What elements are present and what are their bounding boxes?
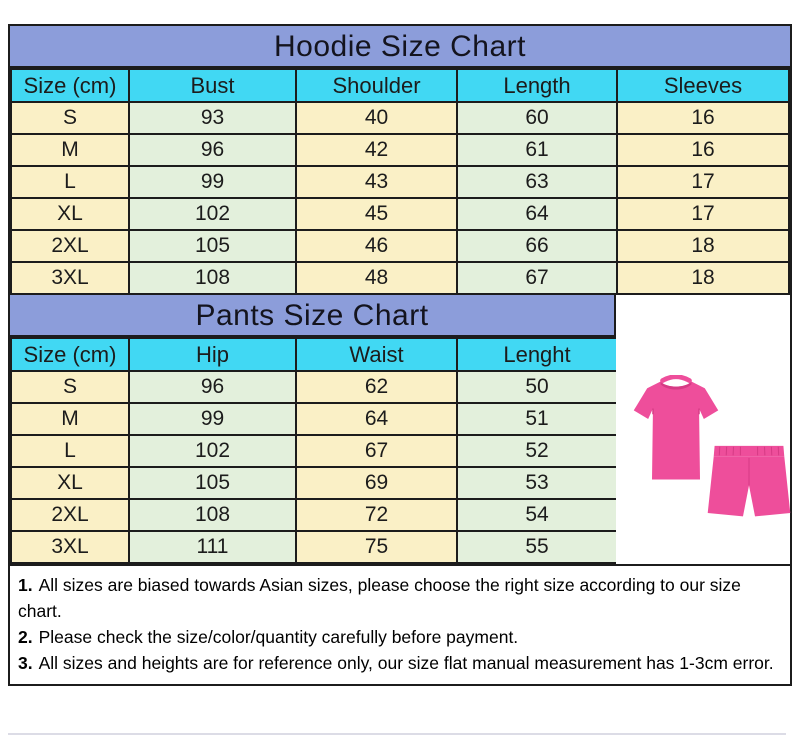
size-label: 2XL [11,499,129,531]
length-value: 53 [457,467,617,499]
shoulder-value: 48 [296,262,457,294]
size-chart-sheet [8,24,792,686]
pants-header-hip: Hip [129,338,296,371]
size-label: L [11,435,129,467]
pants-header-length: Lenght [457,338,617,371]
table-row [11,102,789,134]
length-value: 51 [457,403,617,435]
pants-header-waist: Waist [296,338,457,371]
size-label: XL [11,467,129,499]
note-text: Please check the size/color/quantity carefully before payment. [38,627,519,647]
bust-value: 99 [129,166,296,198]
hip-value: 111 [129,531,296,563]
sleeves-value: 17 [617,198,789,230]
length-value: 61 [457,134,617,166]
hoodie-header-length: Length [457,69,617,102]
note-number: 1. [18,575,33,595]
table-row [11,230,789,262]
waist-value: 69 [296,467,457,499]
shoulder-value: 46 [296,230,457,262]
note-item-1 [18,572,780,624]
table-row [11,262,789,294]
notes-box [10,564,790,684]
bust-value: 102 [129,198,296,230]
length-value: 50 [457,371,617,403]
waist-value: 64 [296,403,457,435]
size-label: S [11,102,129,134]
table-row [11,371,617,403]
table-row [11,435,617,467]
bust-value: 105 [129,230,296,262]
hoodie-header-bust: Bust [129,69,296,102]
hip-value: 102 [129,435,296,467]
note-text: All sizes and heights are for reference only, our size flat manual measurement has 1-3cm error. [38,653,774,673]
hoodie-size-table [10,68,790,295]
pants-header-size: Size (cm) [11,338,129,371]
sleeves-value: 16 [617,134,789,166]
hoodie-header-size: Size (cm) [11,69,129,102]
shorts-image [706,437,792,527]
size-label: M [11,403,129,435]
waist-value: 62 [296,371,457,403]
table-row [11,134,789,166]
waist-value: 72 [296,499,457,531]
product-photo [616,295,790,564]
size-label: S [11,371,129,403]
hip-value: 99 [129,403,296,435]
table-row [11,467,617,499]
size-label: 2XL [11,230,129,262]
bust-value: 96 [129,134,296,166]
note-number: 3. [18,653,33,673]
length-value: 67 [457,262,617,294]
length-value: 52 [457,435,617,467]
hip-value: 105 [129,467,296,499]
bust-value: 108 [129,262,296,294]
length-value: 63 [457,166,617,198]
pants-header-row [11,338,617,371]
waist-value: 75 [296,531,457,563]
size-label: XL [11,198,129,230]
sleeves-value: 16 [617,102,789,134]
length-value: 66 [457,230,617,262]
pants-chart-block [10,295,616,564]
note-item-3 [18,650,780,676]
length-value: 60 [457,102,617,134]
sleeves-value: 18 [617,262,789,294]
hoodie-header-sleeves: Sleeves [617,69,789,102]
size-label: M [11,134,129,166]
pants-section [10,295,790,564]
hoodie-header-shoulder: Shoulder [296,69,457,102]
table-row [11,531,617,563]
note-text: All sizes are biased towards Asian sizes, please choose the right size according to our size chart. [18,575,741,621]
shoulder-value: 43 [296,166,457,198]
length-value: 64 [457,198,617,230]
shoulder-value: 45 [296,198,457,230]
table-row [11,403,617,435]
note-number: 2. [18,627,33,647]
hoodie-chart-title: Hoodie Size Chart [10,26,790,68]
table-row [11,499,617,531]
sleeves-value: 17 [617,166,789,198]
size-label: L [11,166,129,198]
pants-chart-title: Pants Size Chart [10,295,616,337]
length-value: 54 [457,499,617,531]
size-label: 3XL [11,262,129,294]
size-label: 3XL [11,531,129,563]
bottom-divider [8,733,786,735]
table-row [11,166,789,198]
hip-value: 96 [129,371,296,403]
pants-size-table [10,337,618,564]
note-item-2 [18,624,780,650]
length-value: 55 [457,531,617,563]
waist-value: 67 [296,435,457,467]
hoodie-header-row [11,69,789,102]
shoulder-value: 40 [296,102,457,134]
sleeves-value: 18 [617,230,789,262]
bust-value: 93 [129,102,296,134]
table-row [11,198,789,230]
hip-value: 108 [129,499,296,531]
shoulder-value: 42 [296,134,457,166]
